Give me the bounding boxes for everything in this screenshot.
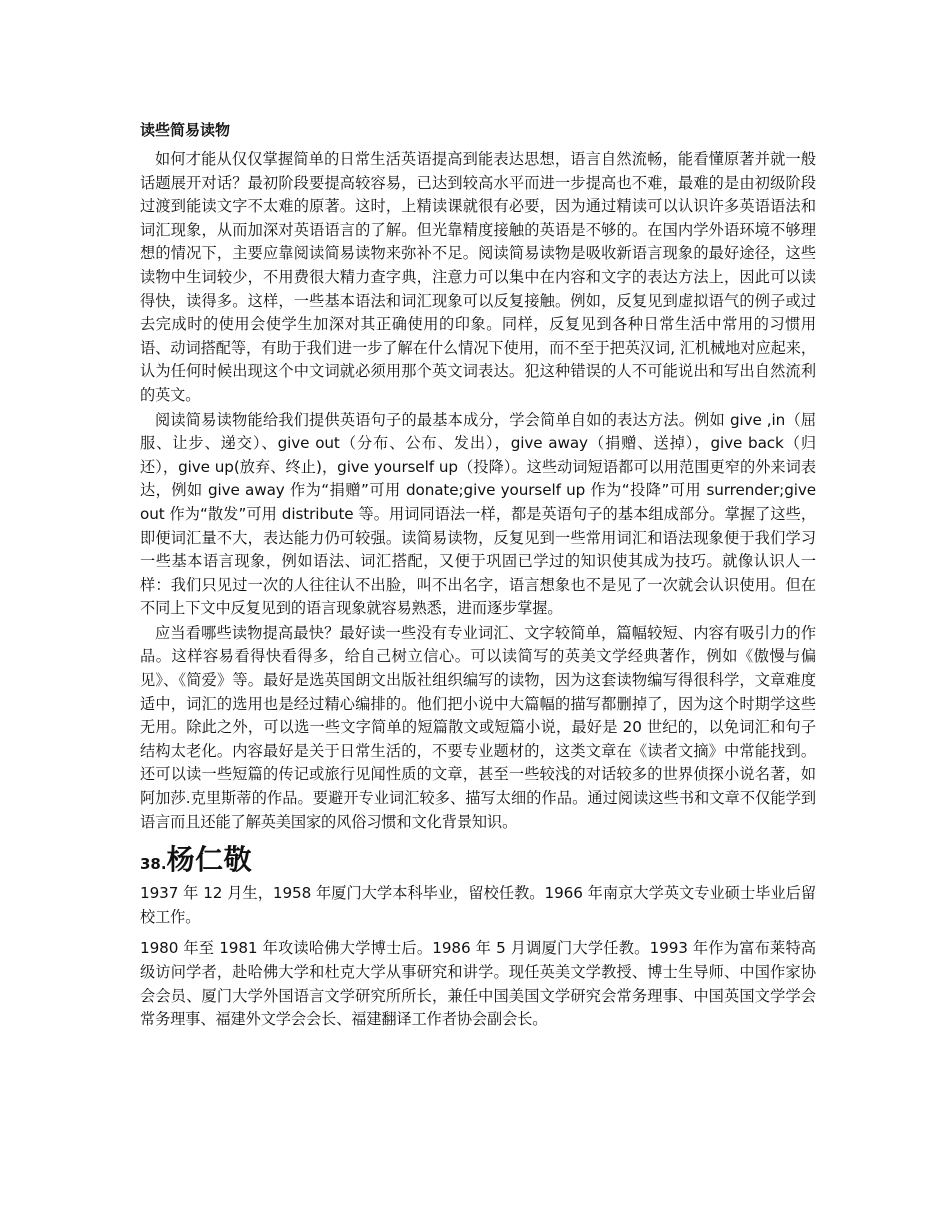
bio-number: 38. [140,855,167,874]
section-paragraph-1: 如何才能从仅仅掌握简单的日常生活英语提高到能表达思想，语言自然流畅，能看懂原著并就一般话题展开对话？最初阶段要提高较容易，已达到较高水平而进一步提高也不难，最难的是由初级阶段过渡到能读文字不太难的原著。这时，上精读课就很有必要，因为通过精读可以认识许多英语语法和词汇现象，从而加深对英语语言的了解。但光靠精度接触的英语是不够的。在国内学外语环境不够理想的情况下，主要应靠阅读简易读物来弥补不足。阅读简易读物是吸收新语言现象的最好途径，这些读物中生词较少，不用费很大精力查字典，注意力可以集中在内容和文字的表达方法上，因此可以读得快，读得多。这样，一些基本语法和词汇现象可以反复接触。例如，反复见到虚拟语气的例子或过去完成时的使用会使学生加深对其正确使用的印象。同样，反复见到各种日常生活中常用的习惯用语、动词搭配等，有助于我们进一步了解在什么情况下使用，而不至于把英汉词, 汇机械地对应起来，认为任何时候出现这个中文词就必须用那个英文词表达。犯这种错误的人不可能说出和写出自然流利的英文。 [140,150,816,404]
section-paragraph-2: 阅读简易读物能给我们提供英语句子的最基本成分，学会简单自如的表达方法。例如 give ,in（屈服、让步、递交）、give out（分布、公布、发出），give away（捐赠、送掉），give back（归还），give up(放弃、终止)，give yourself up（投降）。这些动词短语都可以用范围更窄的外来词表达，例如 give away 作为“捐赠”可用 donate;give yourself up 作为“投降”可用 surrender;give out 作为“散发”可用 distribute 等。用词同语法一样，都是英语句子的基本组成部分。掌握了这些，即便词汇量不大，表达能力仍可较强。读简易读物，反复见到一些常用词汇和语法现象便于我们学习一些基本语言现象，例如语法、词汇搭配，又便于巩固已学过的知识使其成为技巧。就像认识人一样：我们只见过一次的人往往认不出脸，叫不出名字，语言想象也不是见了一次就会认识使用。但在不同上下文中反复见到的语言现象就容易熟悉，进而逐步掌握。 [140,410,816,618]
section-heading: 读些简易读物 [140,121,231,139]
bio-name: 杨仁敬 [166,843,253,877]
bio-heading [140,838,816,878]
section-paragraph-3: 应当看哪些读物提高最快？最好读一些没有专业词汇、文字较简单，篇幅较短、内容有吸引力的作品。这样容易看得快看得多，给自己树立信心。可以读简写的英美文学经典著作，例如《傲慢与偏见》、《简爱》等。最好是选英国朗文出版社组织编写的读物，因为这套读物编写得很科学，文章难度适中，词汇的选用也是经过精心编排的。他们把小说中大篇幅的描写都删掉了，因为这个时期学这些无用。除此之外，可以选一些文字简单的短篇散文或短篇小说，最好是 20 世纪的，以免词汇和句子结构太老化。内容最好是关于日常生活的，不要专业题材的，这类文章在《读者文摘》中常能找到。还可以读一些短篇的传记或旅行见闻性质的文章，甚至一些较浅的对话较多的世界侦探小说名著，如阿加莎.克里斯蒂的作品。要避开专业词汇较多、描写太细的作品。通过阅读这些书和文章不仅能学到语言而且还能了解英美国家的风俗习惯和文化背景知识。 [140,623,816,831]
bio-paragraph-2: 1980 年至 1981 年攻读哈佛大学博士后。1986 年 5 月调厦门大学任教。1993 年作为富布莱特高级访问学者，赴哈佛大学和杜克大学从事研究和讲学。现任英美文学教授、博士生导师、中国作家协会会员、厦门大学外国语言文学研究所所长，兼任中国美国文学研究会常务理事、中国英国文学学会常务理事、福建外文学会会长、福建翻译工作者协会副会长。 [140,939,816,1029]
bio-paragraph-1: 1937 年 12 月生，1958 年厦门大学本科毕业，留校任教。1966 年南京大学英文专业硕士毕业后留校工作。 [140,884,816,926]
document-page [140,118,816,1032]
